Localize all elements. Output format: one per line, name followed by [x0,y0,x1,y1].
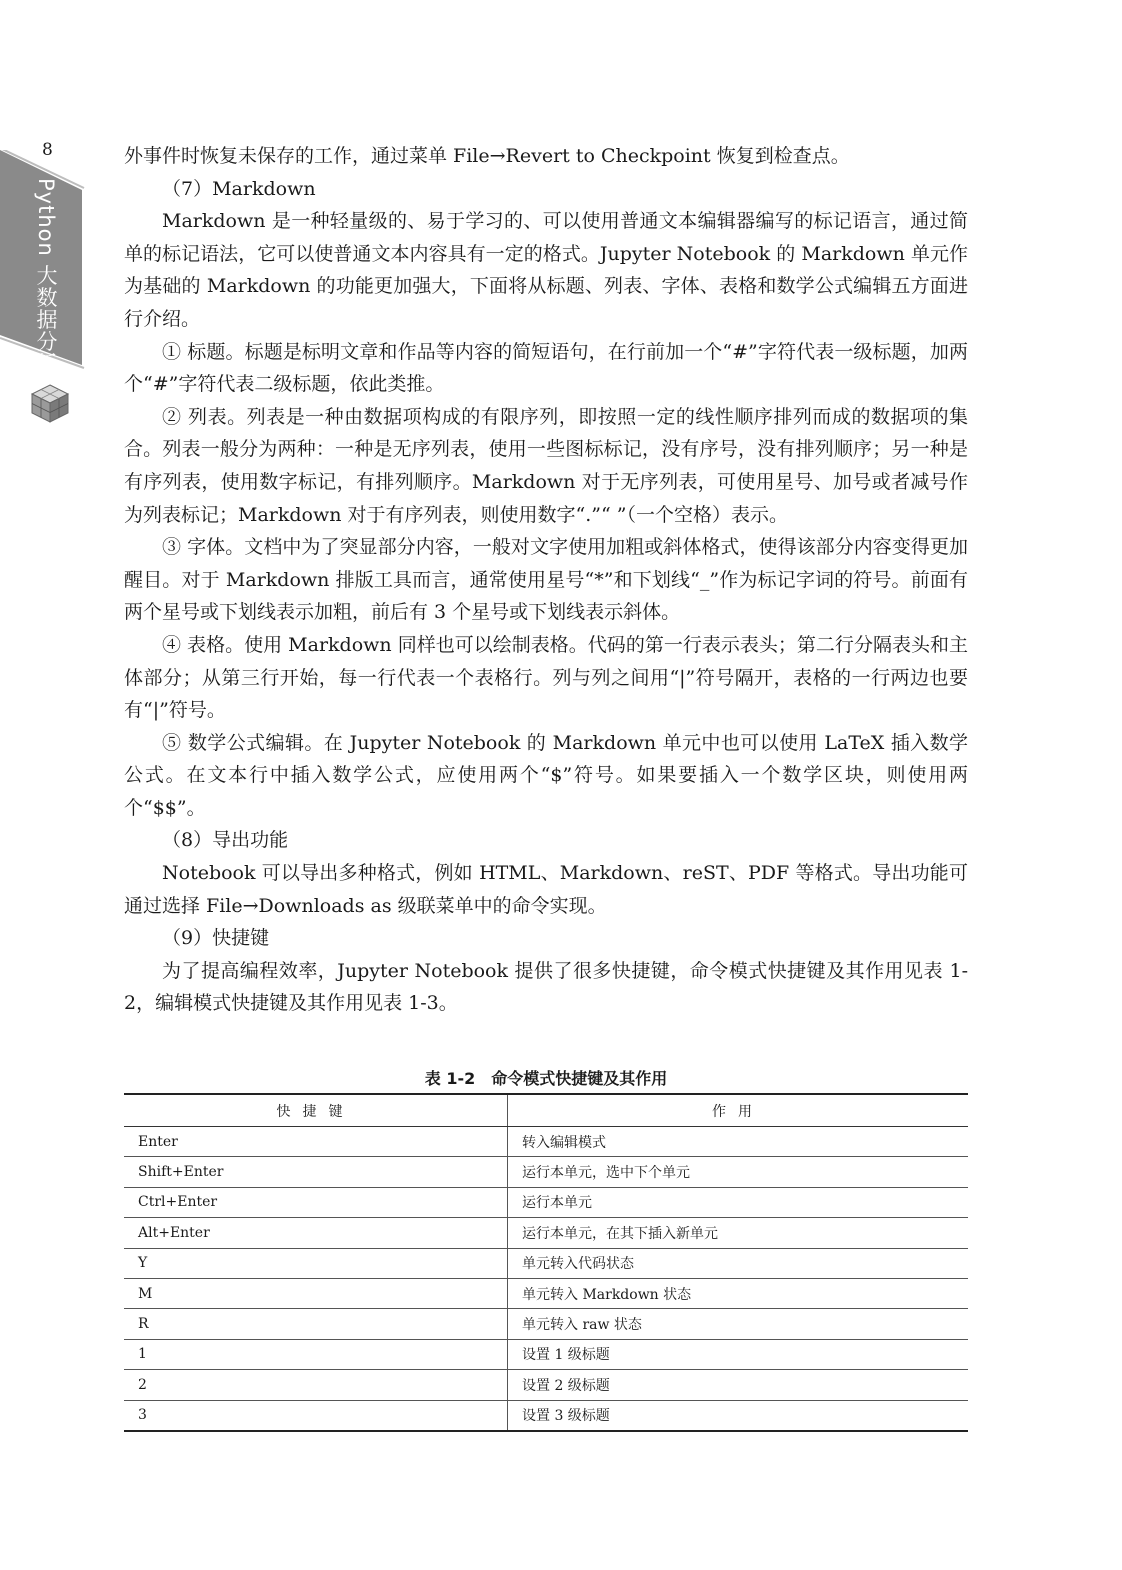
paragraph-math: ⑤ 数学公式编辑。在 Jupyter Notebook 的 Markdown 单元中也可以使用 LaTeX 插入数学公式。在文本行中插入数学公式，应使用两个“$”符号。如果要插入一个数学区块，则使用两个“$$”。 [124,731,968,819]
heading-markdown: （7）Markdown [162,177,316,200]
table-row [124,1127,968,1157]
header-function: 作用 [508,1094,969,1127]
side-title: Python 大数据分析 [34,178,58,375]
paragraph-fonts: ③ 字体。文档中为了突显部分内容，一般对文字使用加粗或斜体格式，使得该部分内容变得更加醒目。对于 Markdown 排版工具而言，通常使用星号“*”和下划线“_”作为标记字词的符号。前面有两个星号或下划线表示加粗，前后有 3 个星号或下划线表示斜体。 [124,536,968,624]
shortcut-table [124,1093,968,1432]
shortcut-function: 设置 2 级标题 [508,1370,969,1400]
shortcut-key: Ctrl+Enter [124,1187,508,1217]
shortcut-key: Alt+Enter [124,1218,508,1248]
header-shortcut: 快捷键 [124,1094,508,1127]
shortcut-key: R [124,1309,508,1339]
heading-shortcuts: （9）快捷键 [162,927,270,950]
shortcut-function: 设置 3 级标题 [508,1400,969,1431]
paragraph-continued: 外事件时恢复未保存的工作，通过菜单 File→Revert to Checkpoint 恢复到检查点。 [124,145,850,167]
shortcut-function: 运行本单元 [508,1187,969,1217]
shortcut-function: 转入编辑模式 [508,1127,969,1157]
paragraph-tables: ④ 表格。使用 Markdown 同样也可以绘制表格。代码的第一行表示表头；第二行分隔表头和主体部分；从第三行开始，每一行代表一个表格行。列与列之间用“|”符号隔开，表格的一行两边也要有“|”符号。 [124,633,968,722]
shortcut-function: 运行本单元，选中下个单元 [508,1157,969,1187]
paragraph-headings: ① 标题。标题是标明文章和作品等内容的简短语句，在行前加一个“#”字符代表一级标题，加两个“#”字符代表二级标题，依此类推。 [124,340,968,396]
table-row [124,1339,968,1369]
table-caption: 表 1-2 命令模式快捷键及其作用 [424,1069,668,1088]
paragraph-export: Notebook 可以导出多种格式，例如 HTML、Markdown、reST、PDF 等格式。导出功能可通过选择 File→Downloads as 级联菜单中的命令实现。 [124,862,968,917]
shortcut-function: 单元转入代码状态 [508,1248,969,1278]
table-row [124,1218,968,1248]
page-number: 8 [42,140,53,160]
paragraph-markdown-intro: Markdown 是一种轻量级的、易于学习的、可以使用普通文本编辑器编写的标记语言，通过简单的标记语法，它可以使普通文本内容具有一定的格式。Jupyter Notebook 的 Markdown 单元作为基础的 Markdown 的功能更加强大，下面将从标题、列表、字体、表格和数学公式编辑五方面进行介绍。 [124,210,968,330]
paragraph-lists: ② 列表。列表是一种由数据项构成的有限序列，即按照一定的线性顺序排列而成的数据项的集合。列表一般分为两种：一种是无序列表，使用一些图标标记，没有序号，没有排列顺序；另一种是有序列表，使用数字标记，有排列顺序。Markdown 对于无序列表，可使用星号、加号或者减号作为列表标记；Markdown 对于有序列表，则使用数字“.”“ ”（一个空格）表示。 [124,405,968,526]
table-header-row [124,1094,968,1127]
heading-export: （8）导出功能 [162,829,289,852]
shortcut-function: 单元转入 raw 状态 [508,1309,969,1339]
table-row [124,1309,968,1339]
body-text [124,140,968,1020]
paragraph-shortcuts: 为了提高编程效率，Jupyter Notebook 提供了很多快捷键，命令模式快捷键及其作用见表 1-2，编辑模式快捷键及其作用见表 1-3。 [124,959,968,1015]
shortcut-key: 2 [124,1370,508,1400]
shortcut-key: 3 [124,1400,508,1431]
table-row [124,1248,968,1278]
shortcut-function: 设置 1 级标题 [508,1339,969,1369]
shortcut-key: Enter [124,1127,508,1157]
shortcut-key: Shift+Enter [124,1157,508,1187]
book-cube-icon [28,382,72,430]
table-row [124,1187,968,1217]
shortcut-function: 单元转入 Markdown 状态 [508,1278,969,1308]
table-row [124,1370,968,1400]
table-row [124,1157,968,1187]
shortcut-key: 1 [124,1339,508,1369]
table-row [124,1400,968,1431]
shortcut-key: Y [124,1248,508,1278]
shortcut-function: 运行本单元，在其下插入新单元 [508,1218,969,1248]
shortcut-key: M [124,1278,508,1308]
table-row [124,1278,968,1308]
